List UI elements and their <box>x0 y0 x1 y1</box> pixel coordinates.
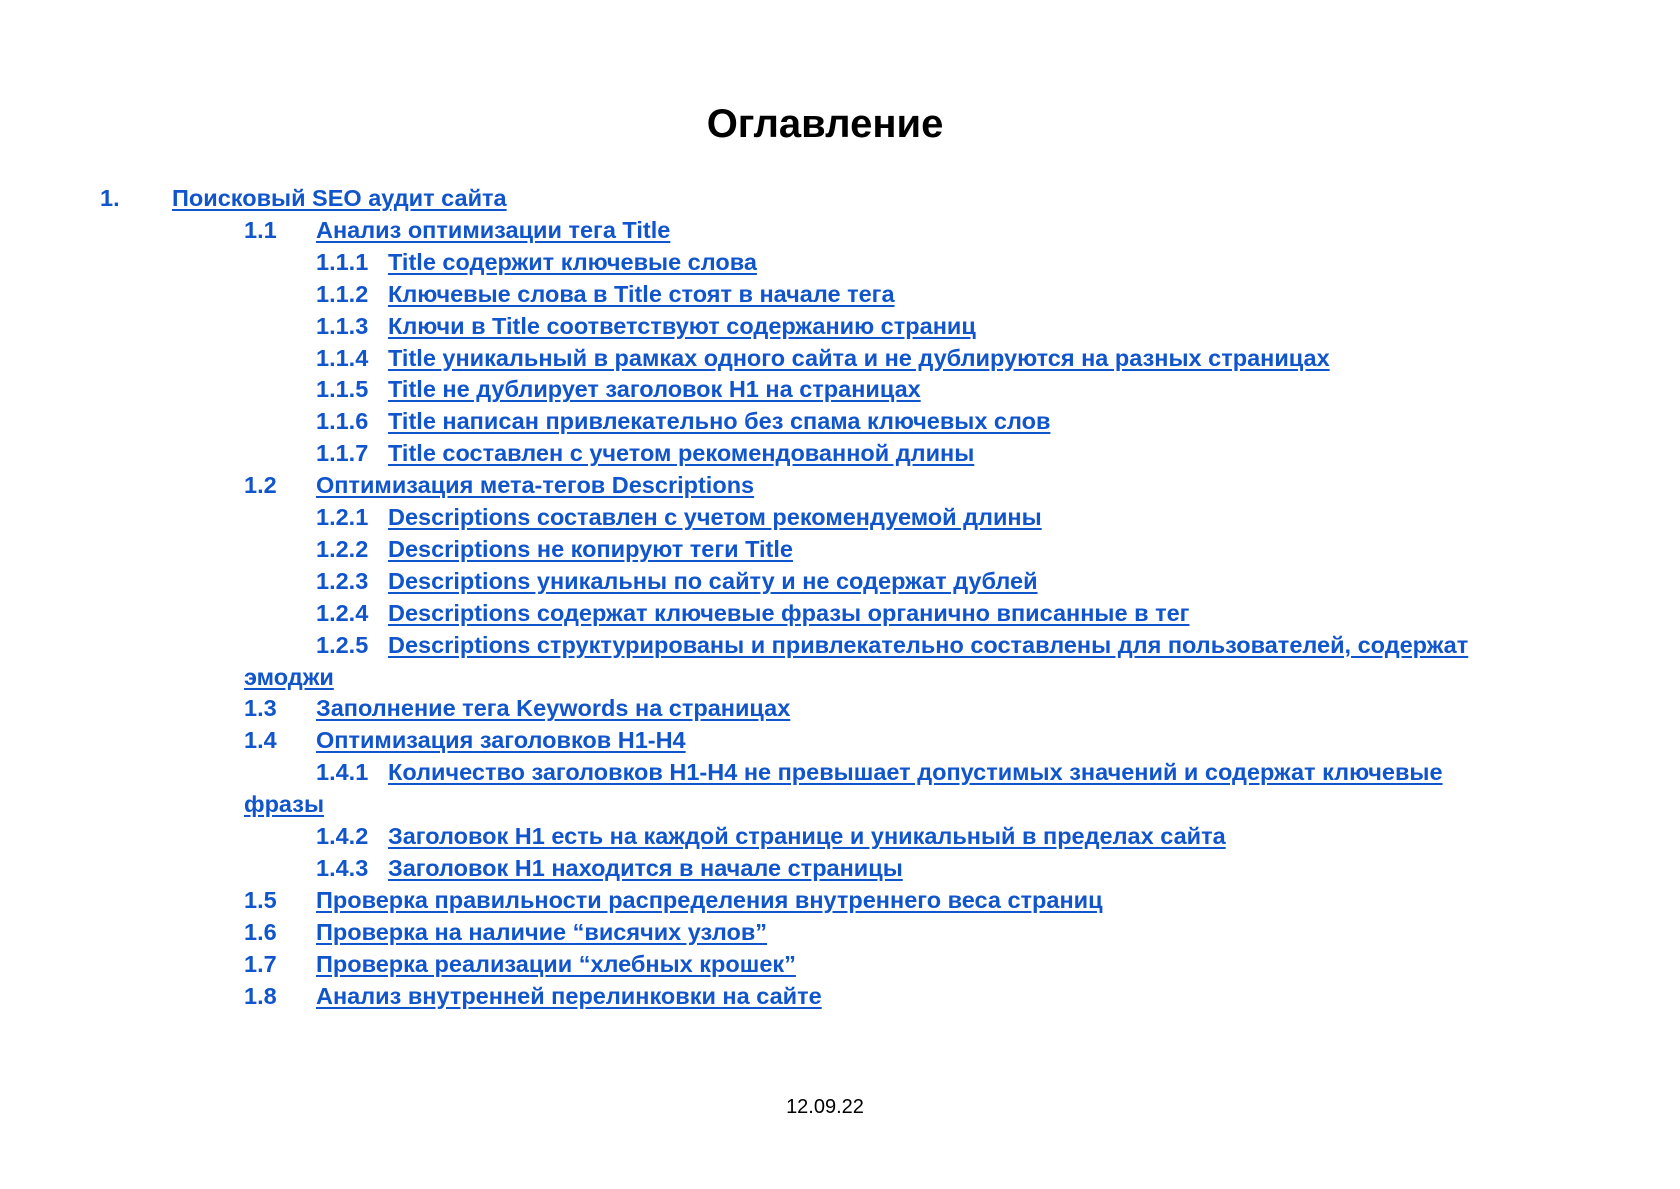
toc-link-1-2-2[interactable] <box>316 536 793 562</box>
toc-link-1-8[interactable] <box>244 983 822 1009</box>
toc-text: Проверка реализации “хлебных крошек” <box>316 950 796 977</box>
toc-number: 1.2.1 <box>316 504 369 530</box>
toc-number: 1.1.6 <box>316 408 369 435</box>
toc-entry[interactable] <box>316 565 1038 597</box>
toc-number: 1.1.7 <box>316 440 369 467</box>
toc-number: 1.1.1 <box>316 248 369 275</box>
toc-text: Ключевые слова в Title стоят в начале тега <box>388 280 895 307</box>
toc-number: 1.6 <box>244 918 277 945</box>
toc-number: 1.1.4 <box>316 344 369 371</box>
toc-link-1-2-3[interactable] <box>316 568 1038 594</box>
toc-entry[interactable] <box>316 597 1189 629</box>
toc-number: 1.4.1 <box>316 759 369 786</box>
toc-number: 1.2.2 <box>316 535 369 562</box>
toc-number: 1.1.2 <box>316 280 369 307</box>
toc-entry[interactable] <box>316 437 974 469</box>
toc-link-1-2[interactable] <box>244 472 754 498</box>
toc-number: 1.2.4 <box>316 599 369 626</box>
toc-entry[interactable] <box>316 533 793 565</box>
toc-link-1-6[interactable] <box>244 919 767 945</box>
toc-text: Descriptions содержат ключевые фразы органично вписанные в тег <box>388 599 1190 626</box>
toc-link-1-1[interactable] <box>244 217 670 243</box>
toc-entry[interactable] <box>316 310 976 342</box>
toc-number: 1.2.5 <box>316 631 369 658</box>
toc-text: Заголовок H1 есть на каждой странице и уникальный в пределах сайта <box>388 823 1226 849</box>
toc-text: Descriptions уникальны по сайту и не содержат дублей <box>388 567 1038 594</box>
toc-text: Title не дублирует заголовок H1 на страницах <box>388 376 921 403</box>
toc-link-1-1-1[interactable] <box>316 249 757 275</box>
toc-entry-continuation[interactable] <box>244 788 324 820</box>
toc-text: Количество заголовков H1-H4 не превышает допустимых значений и содержат ключевые <box>388 759 1443 786</box>
toc-entry[interactable] <box>244 469 754 501</box>
toc-link-1-1-3[interactable] <box>316 313 976 339</box>
toc-text: Анализ внутренней перелинковки на сайте <box>316 982 822 1009</box>
toc-link-1-4-2[interactable] <box>316 823 1226 849</box>
toc-number: 1.4.2 <box>316 823 369 849</box>
toc-link-1-1-2[interactable] <box>316 281 895 307</box>
toc-entry[interactable] <box>244 724 686 756</box>
toc-link-1-4[interactable] <box>244 727 686 753</box>
toc-entry[interactable] <box>244 214 670 246</box>
toc-text: Анализ оптимизации тега Title <box>316 216 671 243</box>
toc-link-1-5[interactable] <box>244 887 1103 913</box>
toc-number: 1.1.5 <box>316 376 369 403</box>
toc-text: Проверка правильности распределения внутреннего веса страниц <box>316 886 1103 913</box>
toc-entry[interactable] <box>244 948 796 980</box>
page-title: Оглавление <box>706 102 944 146</box>
toc-entry-continuation[interactable] <box>244 661 334 693</box>
toc-link-1[interactable] <box>100 185 507 211</box>
toc-link-1-1-7[interactable] <box>316 440 974 466</box>
toc-number: 1.2.3 <box>316 567 369 594</box>
toc-text: Title уникальный в рамках одного сайта и не дублируются на разных страницах <box>388 344 1330 371</box>
toc-entry[interactable] <box>244 980 822 1012</box>
toc-entry[interactable] <box>316 373 921 405</box>
toc-text: Заголовок H1 находится в начале страницы <box>388 854 903 881</box>
toc-text: Оптимизация мета-тегов Descriptions <box>316 472 755 499</box>
toc-entry[interactable] <box>100 182 507 214</box>
toc-entry[interactable] <box>244 884 1103 916</box>
toc-number: 1.3 <box>244 695 277 722</box>
toc-number: 1.4.3 <box>316 854 369 881</box>
toc-entry[interactable] <box>244 916 767 948</box>
toc-entry[interactable] <box>316 342 1330 374</box>
toc-text: Оптимизация заголовков H1-H4 <box>316 727 686 754</box>
toc-number: 1.2 <box>244 472 277 499</box>
toc-text: Проверка на наличие “висячих узлов” <box>316 918 768 945</box>
toc-entry[interactable] <box>316 820 1226 852</box>
toc-text: Заполнение тега Keywords на страницах <box>316 695 791 722</box>
toc-text: Поисковый SEO аудит сайта <box>172 185 507 211</box>
toc-number: 1. <box>100 185 120 211</box>
toc-link-1-1-5[interactable] <box>316 376 921 402</box>
toc-text: Descriptions не копируют теги Title <box>388 535 793 562</box>
toc-entry[interactable] <box>316 278 895 310</box>
toc-link-1-4-1[interactable] <box>316 759 1443 785</box>
footer-date: 12.09.22 <box>786 1096 864 1118</box>
toc-text: Ключи в Title соответствуют содержанию страниц <box>388 312 976 339</box>
toc-link-1-1-4[interactable] <box>316 345 1330 371</box>
toc-link-1-4-3[interactable] <box>316 855 903 881</box>
toc-entry[interactable] <box>316 501 1042 533</box>
toc-number: 1.8 <box>244 982 277 1009</box>
toc-link-1-7[interactable] <box>244 951 796 977</box>
toc-link-1-2-1[interactable] <box>316 504 1042 530</box>
toc-text: Descriptions составлен с учетом рекомендуемой длины <box>388 504 1042 530</box>
toc-entry[interactable] <box>316 629 1468 661</box>
toc-number: 1.4 <box>244 727 277 754</box>
toc-continuation-text[interactable]: эмоджи <box>244 663 334 690</box>
toc-entry[interactable] <box>316 405 1050 437</box>
toc-text: Title написан привлекательно без спама ключевых слов <box>388 408 1051 435</box>
toc-text: Title составлен с учетом рекомендованной длины <box>388 440 975 467</box>
toc-number: 1.7 <box>244 950 277 977</box>
toc-number: 1.1 <box>244 216 277 243</box>
toc-entry[interactable] <box>316 756 1443 788</box>
toc-text: Title содержит ключевые слова <box>388 248 757 275</box>
toc-text: Descriptions структурированы и привлекательно составлены для пользователей, содержат <box>388 631 1469 658</box>
toc-entry[interactable] <box>316 852 903 884</box>
toc-entry[interactable] <box>316 246 757 278</box>
toc-number: 1.1.3 <box>316 312 369 339</box>
toc-link-1-2-4[interactable] <box>316 600 1189 626</box>
toc-link-1-2-5[interactable] <box>316 632 1468 658</box>
toc-number: 1.5 <box>244 886 277 913</box>
toc-link-1-1-6[interactable] <box>316 408 1050 434</box>
toc-link-1-3[interactable] <box>244 695 790 721</box>
toc-continuation-text[interactable]: фразы <box>244 791 325 818</box>
toc-entry[interactable] <box>244 692 790 724</box>
